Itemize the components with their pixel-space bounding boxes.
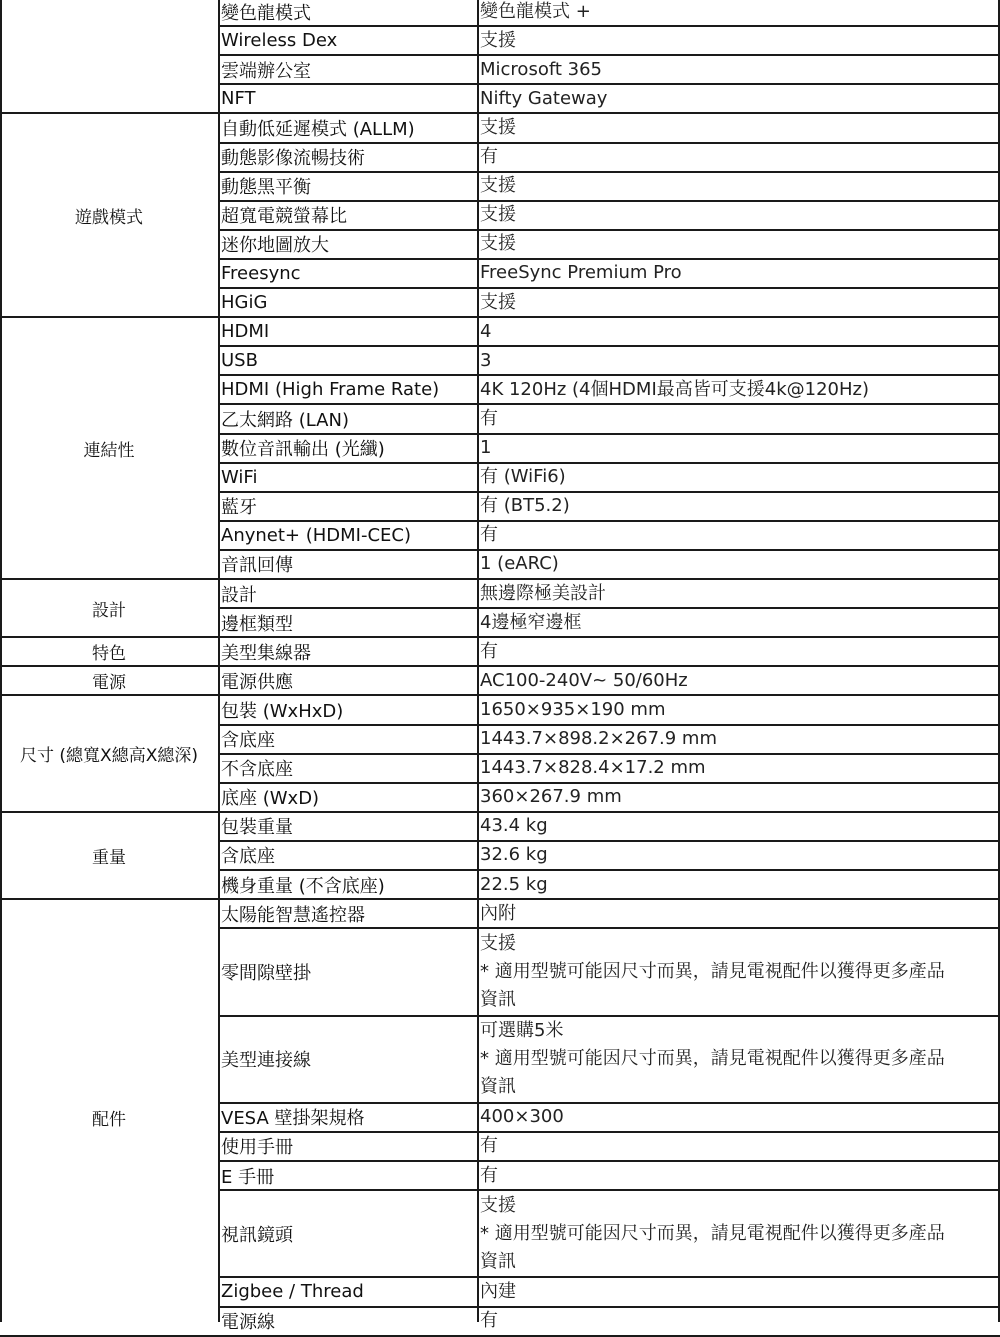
spec-value-line: 支援 [480, 291, 516, 313]
spec-value [477, 608, 999, 637]
category-label: 特色 [92, 644, 126, 665]
spec-value-line: 有 [480, 1310, 498, 1332]
spec-value [477, 172, 999, 201]
row-divider [218, 25, 1000, 27]
row-divider [218, 403, 1000, 405]
spec-key: Anynet+ (HDMI-CEC) [221, 524, 412, 546]
row-divider [218, 1306, 1000, 1308]
spec-value [477, 899, 999, 928]
row-divider [0, 811, 1000, 813]
spec-value-line: * 適用型號可能因尺寸而異，請見電視配件以獲得更多產品 [480, 960, 945, 982]
row-divider [218, 1189, 1000, 1191]
spec-key: 視訊鏡頭 [221, 1224, 293, 1246]
spec-value-line: 支援 [480, 204, 516, 226]
spec-value-line: 1 [480, 437, 492, 459]
spec-value-line: 有 [480, 1164, 498, 1186]
spec-key: 美型連接線 [221, 1050, 311, 1072]
spec-value-line: 支援 [480, 233, 516, 255]
spec-value-line: 1650×935×190 mm [480, 698, 666, 720]
spec-value-line: 1443.7×898.2×267.9 mm [480, 728, 717, 750]
spec-value-line: 資訊 [480, 1250, 516, 1272]
spec-value [477, 841, 999, 870]
spec-value-line: 無邊際極美設計 [480, 582, 606, 604]
row-divider [0, 665, 1000, 667]
spec-key: 機身重量 (不含底座) [221, 875, 385, 897]
spec-key: NFT [221, 88, 256, 110]
spec-key: 美型集線器 [221, 642, 311, 664]
row-divider [0, 316, 1000, 318]
spec-value-line: 支援 [480, 175, 516, 197]
spec-value [477, 55, 999, 84]
row-divider [218, 927, 1000, 929]
spec-value-line: 有 (BT5.2) [480, 495, 570, 517]
spec-value-line: 支援 [480, 116, 516, 138]
category-label: 配件 [92, 1109, 126, 1130]
spec-key: 使用手冊 [221, 1137, 293, 1159]
spec-value [477, 434, 999, 463]
spec-key: 動態影像流暢技術 [221, 148, 365, 170]
spec-value [477, 317, 999, 346]
spec-value-line: 資訊 [480, 988, 516, 1010]
spec-value [477, 637, 999, 666]
spec-key: 乙太網路 (LAN) [221, 409, 349, 431]
spec-key: 數位音訊輸出 (光纖) [221, 439, 385, 461]
spec-value-line: * 適用型號可能因尺寸而異，請見電視配件以獲得更多產品 [480, 1048, 945, 1070]
spec-value-line: 內建 [480, 1280, 516, 1302]
spec-key: 電源供應 [221, 671, 293, 693]
spec-value [477, 113, 999, 142]
category-label: 設計 [92, 600, 126, 621]
spec-value [477, 725, 999, 754]
row-divider [218, 520, 1000, 522]
spec-value [477, 463, 999, 492]
spec-value [477, 230, 999, 259]
spec-value-line: Microsoft 365 [480, 58, 602, 80]
row-divider [0, 636, 1000, 638]
row-divider [218, 142, 1000, 144]
spec-value-line: Nifty Gateway [480, 87, 608, 109]
spec-key: 邊框類型 [221, 613, 293, 635]
spec-key: 自動低延遲模式 (ALLM) [221, 118, 415, 140]
spec-key: HGiG [221, 292, 268, 314]
column-divider [0, 0, 2, 1322]
row-divider [218, 491, 1000, 493]
spec-value-line: 有 [480, 407, 498, 429]
spec-key: 藍牙 [221, 497, 257, 519]
row-divider [218, 200, 1000, 202]
spec-value [477, 1161, 999, 1190]
row-divider [218, 753, 1000, 755]
spec-key: 包裝重量 [221, 817, 293, 839]
category-label [0, 0, 218, 113]
spec-key: 迷你地圖放大 [221, 235, 329, 257]
spec-value-line: AC100-240V~ 50/60Hz [480, 669, 688, 691]
spec-value-line: 有 [480, 1135, 498, 1157]
row-divider [218, 782, 1000, 784]
spec-value [477, 26, 999, 55]
spec-value [477, 521, 999, 550]
spec-key: 音訊回傳 [221, 555, 293, 577]
spec-value-line: 支援 [480, 1194, 516, 1216]
spec-value-line: 4邊極窄邊框 [480, 611, 582, 633]
spec-value-line: 有 [480, 524, 498, 546]
category-label: 重量 [92, 847, 126, 868]
spec-value [477, 1103, 999, 1132]
spec-key: E 手冊 [221, 1166, 275, 1188]
spec-key: HDMI (High Frame Rate) [221, 379, 440, 401]
row-divider [218, 287, 1000, 289]
spec-key: 不含底座 [221, 759, 293, 781]
spec-value-line: 3 [480, 349, 492, 371]
spec-value [477, 1307, 999, 1336]
spec-value [477, 346, 999, 375]
spec-key: 設計 [221, 584, 257, 606]
row-divider [218, 83, 1000, 85]
row-divider [218, 374, 1000, 376]
spec-value [477, 143, 999, 172]
spec-value [477, 550, 999, 579]
spec-key: 電源線 [221, 1312, 275, 1334]
spec-key: Freesync [221, 262, 301, 284]
row-divider [218, 1131, 1000, 1133]
spec-value [477, 259, 999, 288]
spec-value-line: FreeSync Premium Pro [480, 262, 682, 284]
category-label: 電源 [92, 673, 126, 694]
spec-key: 含底座 [221, 846, 275, 868]
spec-key: 變色龍模式 [221, 2, 311, 24]
spec-value [477, 404, 999, 433]
spec-value [477, 84, 999, 113]
row-divider [0, 898, 1000, 900]
spec-value-line: * 適用型號可能因尺寸而異，請見電視配件以獲得更多產品 [480, 1222, 945, 1244]
spec-key: 含底座 [221, 730, 275, 752]
spec-key: Wireless Dex [221, 30, 338, 52]
row-divider [218, 54, 1000, 56]
spec-value [477, 579, 999, 608]
spec-value-line: 22.5 kg [480, 873, 548, 895]
spec-key: 超寬電競螢幕比 [221, 206, 347, 228]
spec-value-line: 360×267.9 mm [480, 786, 622, 808]
spec-value [477, 375, 999, 404]
row-divider [0, 694, 1000, 696]
category-label: 尺寸 (總寬X總高X總深) [20, 746, 198, 767]
spec-value [477, 870, 999, 899]
row-divider [218, 1102, 1000, 1104]
row-divider [218, 724, 1000, 726]
spec-value [477, 666, 999, 695]
row-divider [218, 1015, 1000, 1017]
spec-value [477, 492, 999, 521]
category-label: 連結性 [83, 440, 135, 461]
spec-key: USB [221, 350, 258, 372]
spec-value-line: 1 (eARC) [480, 553, 559, 575]
spec-value-line: 變色龍模式 + [480, 0, 591, 22]
column-divider [218, 0, 220, 1322]
spec-key: 底座 (WxD) [221, 788, 320, 810]
row-divider [218, 345, 1000, 347]
row-divider [0, 578, 1000, 580]
row-divider [218, 258, 1000, 260]
spec-value-line: 43.4 kg [480, 815, 548, 837]
row-divider [218, 171, 1000, 173]
column-divider [477, 0, 479, 1322]
spec-value [477, 1132, 999, 1161]
spec-value-line: 有 (WiFi6) [480, 466, 566, 488]
spec-value [477, 1190, 999, 1277]
spec-key: Zigbee / Thread [221, 1281, 364, 1303]
spec-value [477, 0, 999, 26]
row-divider [218, 1276, 1000, 1278]
spec-value-line: 有 [480, 640, 498, 662]
spec-value-line: 32.6 kg [480, 844, 548, 866]
spec-value [477, 812, 999, 841]
spec-key: HDMI [221, 321, 270, 343]
spec-value-line: 400×300 [480, 1106, 564, 1128]
spec-value-line: 可選購5米 [480, 1020, 564, 1042]
row-divider [0, 112, 1000, 114]
spec-value [477, 1016, 999, 1103]
spec-value [477, 1277, 999, 1306]
spec-value [477, 783, 999, 812]
row-divider [218, 840, 1000, 842]
row-divider [218, 433, 1000, 435]
spec-value-line: 4K 120Hz (4個HDMI最高皆可支援4k@120Hz) [480, 378, 869, 400]
row-divider [218, 869, 1000, 871]
spec-value-line: 1443.7×828.4×17.2 mm [480, 757, 706, 779]
spec-key: 包裝 (WxHxD) [221, 700, 344, 722]
category-label: 遊戲模式 [75, 207, 143, 228]
spec-key: VESA 壁掛架規格 [221, 1108, 365, 1130]
row-divider [218, 549, 1000, 551]
spec-value-line: 資訊 [480, 1076, 516, 1098]
spec-value [477, 288, 999, 317]
spec-key: 零間隙壁掛 [221, 962, 311, 984]
spec-key: 太陽能智慧遙控器 [221, 904, 365, 926]
row-divider [218, 462, 1000, 464]
row-divider [0, 1335, 1000, 1337]
spec-key: 雲端辦公室 [221, 60, 311, 82]
spec-key: WiFi [221, 466, 258, 488]
row-divider [218, 229, 1000, 231]
spec-value-line: 支援 [480, 29, 516, 51]
spec-value [477, 201, 999, 230]
spec-value-line: 支援 [480, 932, 516, 954]
spec-value-line: 4 [480, 320, 492, 342]
spec-value-line: 有 [480, 146, 498, 168]
spec-value [477, 928, 999, 1015]
spec-value-line: 內附 [480, 902, 516, 924]
row-divider [218, 607, 1000, 609]
spec-key: 動態黑平衡 [221, 177, 311, 199]
row-divider [218, 1160, 1000, 1162]
spec-value [477, 695, 999, 724]
spec-value [477, 754, 999, 783]
